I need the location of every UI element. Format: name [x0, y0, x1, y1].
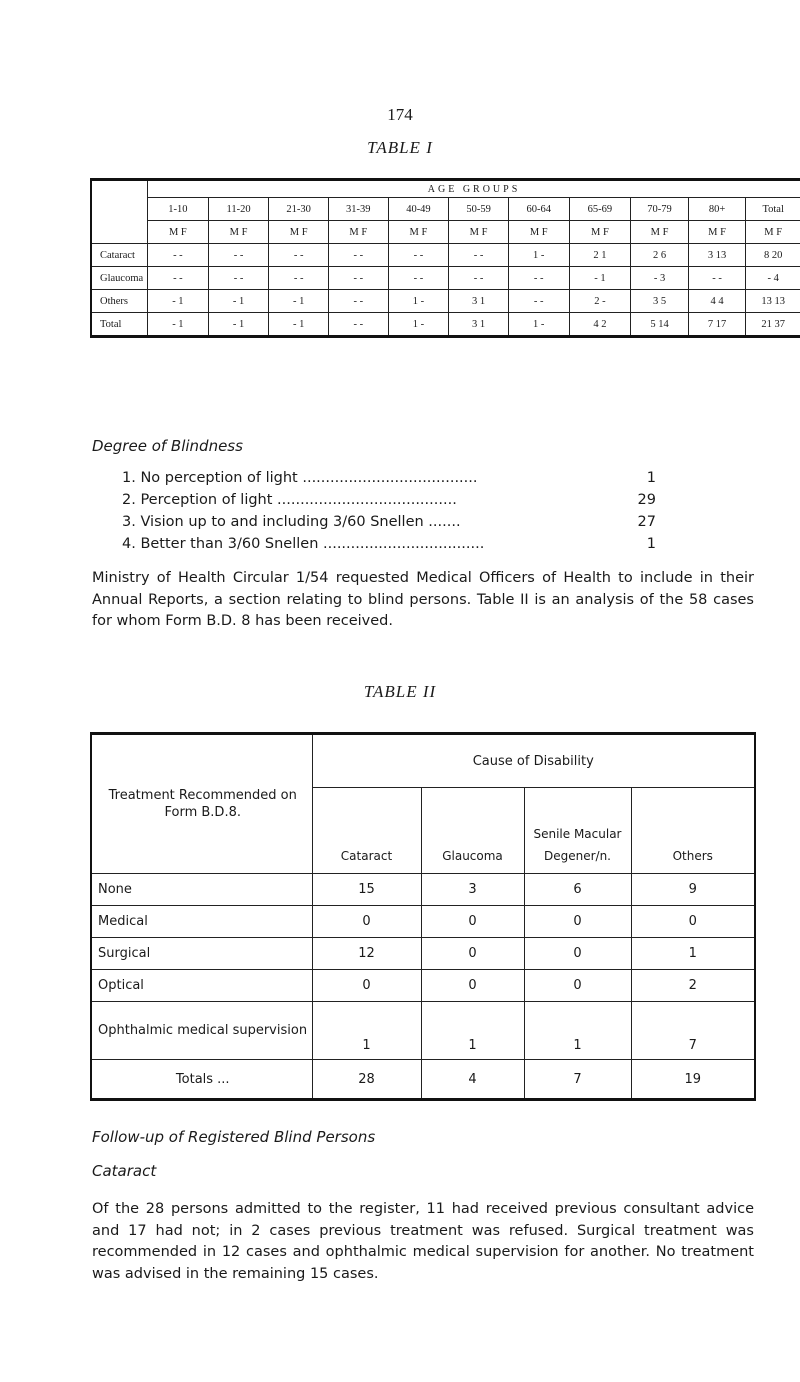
table2-column-header: Cataract — [312, 788, 421, 874]
table2-cell: 1 — [421, 1002, 524, 1060]
table2-cell: 3 — [421, 874, 524, 906]
table1-cell: - 3 — [631, 267, 689, 290]
table2-row-label: None — [91, 874, 312, 906]
table1-cell: 1 - — [508, 313, 569, 337]
table1-cell: 21 37 — [746, 313, 800, 337]
table1-cell: - - — [508, 290, 569, 313]
degree-item-value: 1 — [646, 470, 656, 486]
table1-cell: - 1 — [208, 290, 269, 313]
table1-cell: 1 - — [388, 290, 449, 313]
table1-mf-header: M F — [688, 221, 746, 244]
table2-cell: 28 — [312, 1060, 421, 1100]
table1-mf-header: M F — [328, 221, 388, 244]
table1-mf-header: M F — [208, 221, 269, 244]
table2-cell: 4 — [421, 1060, 524, 1100]
table1-age-group-header: 1-10 — [148, 198, 209, 221]
table2-cell: 0 — [421, 938, 524, 970]
table2-row-label: Medical — [91, 906, 312, 938]
table1-cell: 3 5 — [631, 290, 689, 313]
table1-cell: 1 - — [388, 313, 449, 337]
table1-row — [91, 313, 800, 337]
table1-age-group-header: 11-20 — [208, 198, 269, 221]
table1-mf-header: M F — [388, 221, 449, 244]
table1-cell: 1 - — [508, 244, 569, 267]
table1-cell: - - — [269, 244, 329, 267]
table1-age-group-header: 31-39 — [328, 198, 388, 221]
table1-cell: - - — [148, 267, 209, 290]
table1-age-group-header: 80+ — [688, 198, 746, 221]
table1-cell: - 1 — [569, 267, 631, 290]
table2-row — [91, 874, 755, 906]
table1-age-group-header: 50-59 — [449, 198, 509, 221]
table2-cell: 0 — [312, 906, 421, 938]
table2-group-row — [91, 734, 755, 788]
table2-body — [91, 874, 755, 1100]
table1-title: TABLE I — [367, 138, 433, 157]
degree-item-label: 1. No perception of light ...................................... — [122, 470, 478, 486]
table2-cell: 7 — [524, 1060, 631, 1100]
table1-cell: - 4 — [746, 267, 800, 290]
page-number: 174 — [387, 105, 413, 124]
table1-group-row — [91, 180, 800, 198]
table1-cell: - - — [328, 290, 388, 313]
followup-heading: Follow-up of Registered Blind Persons — [92, 1128, 376, 1146]
table1-cell: - 1 — [269, 290, 329, 313]
table2-row — [91, 970, 755, 1002]
table2-cell: 0 — [524, 970, 631, 1002]
degree-item — [122, 492, 656, 508]
table1-row-label: Total — [91, 313, 148, 337]
ministry-paragraph: Ministry of Health Circular 1/54 requested Medical Officers of Health to include in their Annual Reports, a section relating to blind persons. Table II is an analysis of the 58 cases for whom Form B.D. 8 has been received. — [92, 570, 754, 629]
table2-cell: 0 — [312, 970, 421, 1002]
table1-cell: - - — [328, 313, 388, 337]
table1-mf-header: M F — [508, 221, 569, 244]
table1-cell: - 1 — [208, 313, 269, 337]
table1-row — [91, 244, 800, 267]
table1-mf-header: M F — [631, 221, 689, 244]
table2-cell: 0 — [524, 906, 631, 938]
table1-cell: 13 13 — [746, 290, 800, 313]
table1-age-groups-header: AGE GROUPS — [148, 180, 800, 198]
table1-cell: 3 1 — [449, 313, 509, 337]
table1-cell: 3 1 — [449, 290, 509, 313]
table2-cell: 0 — [421, 970, 524, 1002]
table1-cell: - - — [148, 244, 209, 267]
degree-heading: Degree of Blindness — [92, 437, 243, 455]
table2-cell: 12 — [312, 938, 421, 970]
table1-row-label: Others — [91, 290, 148, 313]
table1-cell: 2 - — [569, 290, 631, 313]
table1-age-group-header: 65-69 — [569, 198, 631, 221]
table2-cell: 1 — [631, 938, 755, 970]
table2-cell: 19 — [631, 1060, 755, 1100]
table1-mf-header: M F — [746, 221, 800, 244]
table1-cell: 4 4 — [688, 290, 746, 313]
table1-cell: - - — [269, 267, 329, 290]
table2-row — [91, 1060, 755, 1100]
degree-item-label: 3. Vision up to and including 3/60 Snellen ....... — [122, 514, 461, 530]
table1-cell: - - — [328, 244, 388, 267]
table1-body — [91, 244, 800, 337]
degree-item — [122, 514, 656, 530]
table1-cell: 2 6 — [631, 244, 689, 267]
table1-age-group-header: Total — [746, 198, 800, 221]
table1-row-label: Glaucoma — [91, 267, 148, 290]
table2-row-label: Optical — [91, 970, 312, 1002]
table2-cell: 1 — [524, 1002, 631, 1060]
table2-cause-header: Cause of Disability — [312, 734, 755, 788]
table1-row — [91, 290, 800, 313]
table1-cell: - - — [208, 244, 269, 267]
table1-cell: - - — [328, 267, 388, 290]
table2-cell: 0 — [421, 906, 524, 938]
table2-cell: 2 — [631, 970, 755, 1002]
followup-paragraph: Of the 28 persons admitted to the register, 11 had received previous consultant advice and 17 had not; in 2 cases previous treatment was refused. Surgical treatment was recommended in 12 cases and ophthalmic medical supervision for another. No treatment was advised in the remaining 15 cases. — [92, 1201, 754, 1282]
table2-cell: 0 — [524, 938, 631, 970]
table1-cell: - - — [688, 267, 746, 290]
table1-row — [91, 267, 800, 290]
table2-column-header: Glaucoma — [421, 788, 524, 874]
table1 — [90, 178, 800, 338]
table1-age-group-header: 21-30 — [269, 198, 329, 221]
table2-cell: 0 — [631, 906, 755, 938]
table2-row-label: Totals ... — [91, 1060, 312, 1100]
table2-row-header: Treatment Recommended on Form B.D.8. — [91, 734, 312, 874]
table1-cell: - - — [508, 267, 569, 290]
table1-cell: - 1 — [269, 313, 329, 337]
table1-mf-header: M F — [148, 221, 209, 244]
table1-cell: 3 13 — [688, 244, 746, 267]
table1-age-group-header: 70-79 — [631, 198, 689, 221]
degree-item-value: 29 — [637, 492, 656, 508]
table2 — [90, 732, 756, 1101]
table1-cell: 2 1 — [569, 244, 631, 267]
table1-cell: 7 17 — [688, 313, 746, 337]
degree-item-value: 27 — [637, 514, 656, 530]
degree-item-value: 1 — [646, 536, 656, 552]
table1-mf-header: M F — [569, 221, 631, 244]
table2-title: TABLE II — [363, 682, 437, 701]
table1-cell: - 1 — [148, 290, 209, 313]
degree-item-label: 2. Perception of light ....................................... — [122, 492, 457, 508]
table1-age-group-header: 40-49 — [388, 198, 449, 221]
table1-age-row — [91, 198, 800, 221]
degree-item — [122, 536, 656, 552]
table2-column-header: Others — [631, 788, 755, 874]
table1-age-group-header: 60-64 — [508, 198, 569, 221]
followup-subheading: Cataract — [92, 1162, 157, 1180]
table2-row-label: Surgical — [91, 938, 312, 970]
table1-corner — [91, 180, 148, 244]
table2-row-label: Ophthalmic medical supervision — [91, 1002, 312, 1060]
table1-mf-row — [91, 221, 800, 244]
table1-cell: - 1 — [148, 313, 209, 337]
table2-cell: 1 — [312, 1002, 421, 1060]
table1-cell: - - — [449, 244, 509, 267]
table1-cell: - - — [208, 267, 269, 290]
table2-cell: 7 — [631, 1002, 755, 1060]
table1-mf-header: M F — [449, 221, 509, 244]
table1-mf-header: M F — [269, 221, 329, 244]
table2-column-header: Senile Macular Degener/n. — [524, 788, 631, 874]
table2-row — [91, 1002, 755, 1060]
table2-cell: 9 — [631, 874, 755, 906]
table1-row-label: Cataract — [91, 244, 148, 267]
table1-cell: 8 20 — [746, 244, 800, 267]
table2-cell: 15 — [312, 874, 421, 906]
table1-cell: 4 2 — [569, 313, 631, 337]
table1-cell: 5 14 — [631, 313, 689, 337]
table1-cell: - - — [388, 267, 449, 290]
table1-cell: - - — [449, 267, 509, 290]
degree-item-label: 4. Better than 3/60 Snellen ................................... — [122, 536, 485, 552]
table1-cell: - - — [388, 244, 449, 267]
table2-cell: 6 — [524, 874, 631, 906]
degree-item — [122, 470, 656, 486]
table2-row — [91, 938, 755, 970]
table2-row — [91, 906, 755, 938]
